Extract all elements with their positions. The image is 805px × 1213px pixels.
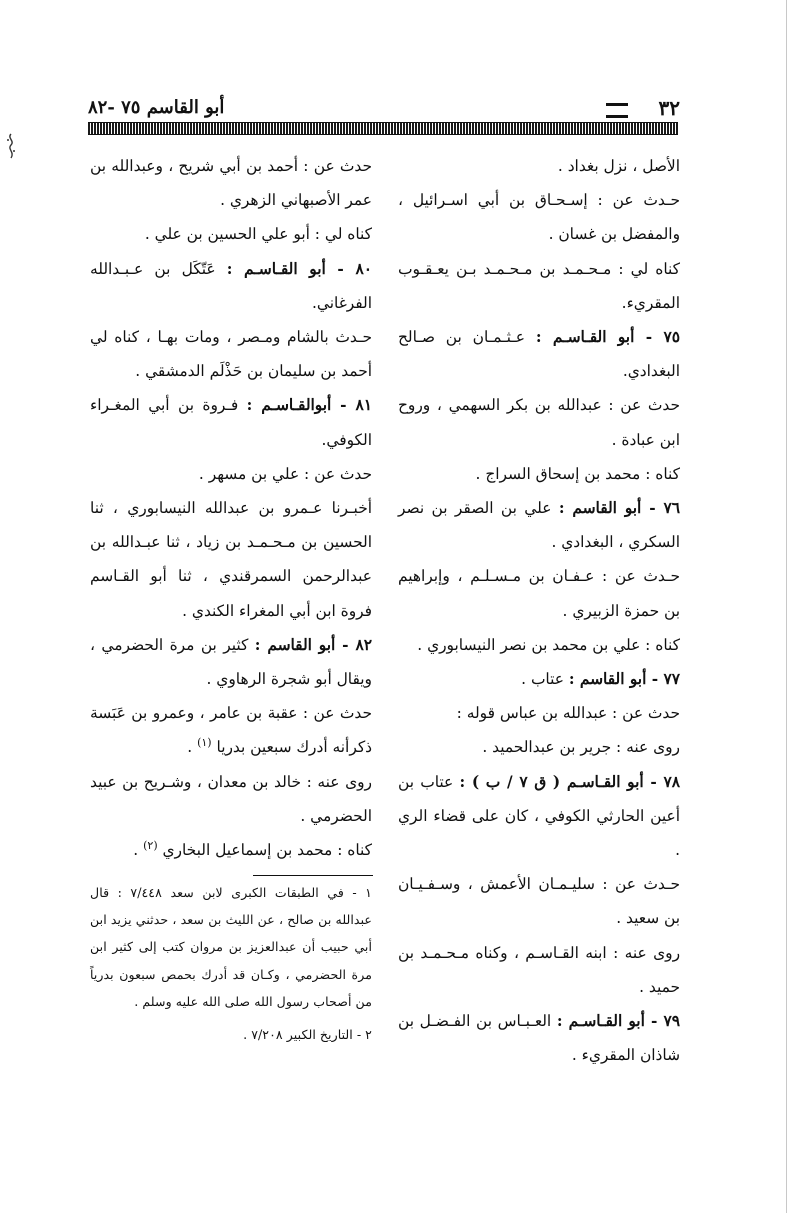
- entry-text: عَتّكَل بن عـبـدالله الفرغاني.: [90, 259, 372, 312]
- entry-78: [398, 765, 680, 868]
- text-line: كناه لي : أبو علي الحسين بن علي .: [144, 225, 372, 244]
- text-line: كناه : محمد بن إسحاق السراج .: [475, 464, 680, 483]
- page-header: [88, 97, 680, 119]
- entry-text: عـثـمـان بن صـالح البغدادي.: [398, 328, 680, 381]
- header-hatched-rule: [88, 122, 678, 135]
- page-edge: [786, 0, 787, 1213]
- footnote-1: ١ - في الطبقات الكبرى لابن سعد ٧/٤٤٨ : قال عبدالله بن صالح ، عن الليث بن سعد ، حدثني يزيد ابن أبي حبيب أن عبدالعزيز بن مروان كتب إلى كثير ابن مرة الحضرمي ، وكـان قد أدرك بحمص سبعون بدرياً من أصحاب رسول الله صلى الله عليه وسلم .: [90, 885, 372, 1009]
- entry-text: علي بن الصقر بن نصر السكري ، البغدادي .: [398, 499, 680, 552]
- text-span: كناه : محمد بن إسماعيل البخاري: [162, 841, 372, 860]
- entry-heading: ٧٧ - أبو القاسم :: [568, 670, 680, 689]
- entry-text: كثير بن مرة الحضرمي ، ويقال أبو شجرة الرهاوي .: [90, 635, 372, 689]
- entry-text: عتاب بن أعين الحارثي الكوفي ، كان على قضاء الري .: [398, 772, 680, 860]
- text-line: أخبـرنا عـمرو بن عبدالله النيسابوري ، ثنا الحسين بن مـحـمـد بن زياد ، ثنا عبـدالله بن عبدالرحمن السمرقندي ، ثنا أبو القـاسم فروة ابن أبي المغراء الكندي .: [90, 499, 372, 620]
- right-column: [398, 149, 680, 1072]
- entry-heading: ٧٦ - أبو القاسم :: [558, 499, 680, 518]
- text-line: روى عنه : ابنه القـاسـم ، وكناه مـحـمـد بن حميد .: [398, 943, 680, 996]
- text-line: حـدث عن : إسـحـاق بن أبي اسـرائيل ، والمفضل بن غسان .: [398, 191, 680, 244]
- entry-heading: ٨٠ - أبو القـاسـم :: [226, 259, 372, 278]
- text-line: الأصل ، نزل بغداد .: [557, 157, 680, 175]
- margin-ornament-icon: [5, 133, 17, 159]
- entry-heading: ٧٨ - أبو القـاسـم ( ق ٧ / ب ) :: [459, 772, 680, 791]
- footnote-2: ٢ - التاريخ الكبير ٧/٢٠٨ .: [243, 1027, 372, 1043]
- page-number-ornament: [606, 103, 628, 118]
- running-title: أبو القاسم ٧٥ -٨٢: [88, 97, 225, 118]
- entry-80: [90, 252, 372, 320]
- text-line: كناه لي : مـحـمـد بن مـحـمـد بـن يعـقـوب المقريء.: [398, 259, 680, 312]
- text-line: حدث عن : عقبة بن عامر ، وعمرو بن عَبَسة ذكرأنه أدرك سبعين بدريا $^{(١)}$ .: [90, 704, 372, 757]
- left-column: [90, 149, 372, 867]
- text-line: حـدث عن : عـفـان بن مـسـلـم ، وإبراهيم بن حمزة الزبيري .: [398, 567, 680, 620]
- footnote-divider: [253, 875, 373, 876]
- text-line: روى عنه : خالد بن معدان ، وشـريح بن عبيد الحضرمي .: [90, 772, 372, 825]
- entry-79: [398, 1004, 680, 1072]
- text-line: حدث عن : عبدالله بن عباس قوله :: [456, 704, 680, 723]
- text-line: حدث عن : علي بن مسهر .: [198, 464, 372, 483]
- entry-heading: ٨١ - أبوالقـاسـم :: [246, 396, 372, 415]
- entry-76: [398, 491, 680, 559]
- text-span: حدث عن : عقبة بن عامر ، وعمرو بن عَبَسة ذكرأنه أدرك سبعين بدريا: [90, 704, 372, 757]
- entry-heading: ٨٢ - أبو القاسم :: [254, 635, 372, 654]
- text-line: كناه : محمد بن إسماعيل البخاري $^{(٢)}$ .: [133, 838, 372, 860]
- entry-text: عتاب .: [521, 670, 564, 689]
- footnote-ref-2[interactable]: (٢): [143, 838, 158, 852]
- text-line: حدث عن : أحمد بن أبي شريح ، وعبدالله بن عمر الأصبهاني الزهري .: [90, 157, 372, 210]
- footnotes: [90, 879, 372, 1048]
- footnote-ref-1[interactable]: (١): [197, 736, 212, 750]
- entry-82: [90, 628, 372, 696]
- entry-75: [398, 320, 680, 388]
- text-line: حـدث بالشام ومـصر ، ومات بهـا ، كناه لي أحمد بن سليمان بن حَذْلَم الدمشقي .: [90, 328, 372, 381]
- text-line: كناه : علي بن محمد بن نصر النيسابوري .: [417, 635, 680, 654]
- text-line: حـدث عن : سليـمـان الأعمش ، وسـفـيـان بن سعيد .: [398, 875, 680, 928]
- entry-77: [398, 662, 680, 696]
- text-line: روى عنه : جرير بن عبدالحميد .: [482, 738, 680, 757]
- page-number: ٣٢: [658, 96, 680, 120]
- text-line: حدث عن : عبدالله بن بكر السهمي ، وروح ابن عبادة .: [398, 396, 680, 449]
- entry-heading: ٧٥ - أبو القـاسـم :: [535, 328, 681, 347]
- entry-text: فـروة بن أبي المغـراء الكوفي.: [90, 396, 372, 449]
- entry-text: العـبـاس بن الفـضـل بن شاذان المقريء .: [398, 1012, 680, 1065]
- entry-heading: ٧٩ - أبو القـاسـم :: [556, 1012, 680, 1031]
- entry-81: [90, 388, 372, 456]
